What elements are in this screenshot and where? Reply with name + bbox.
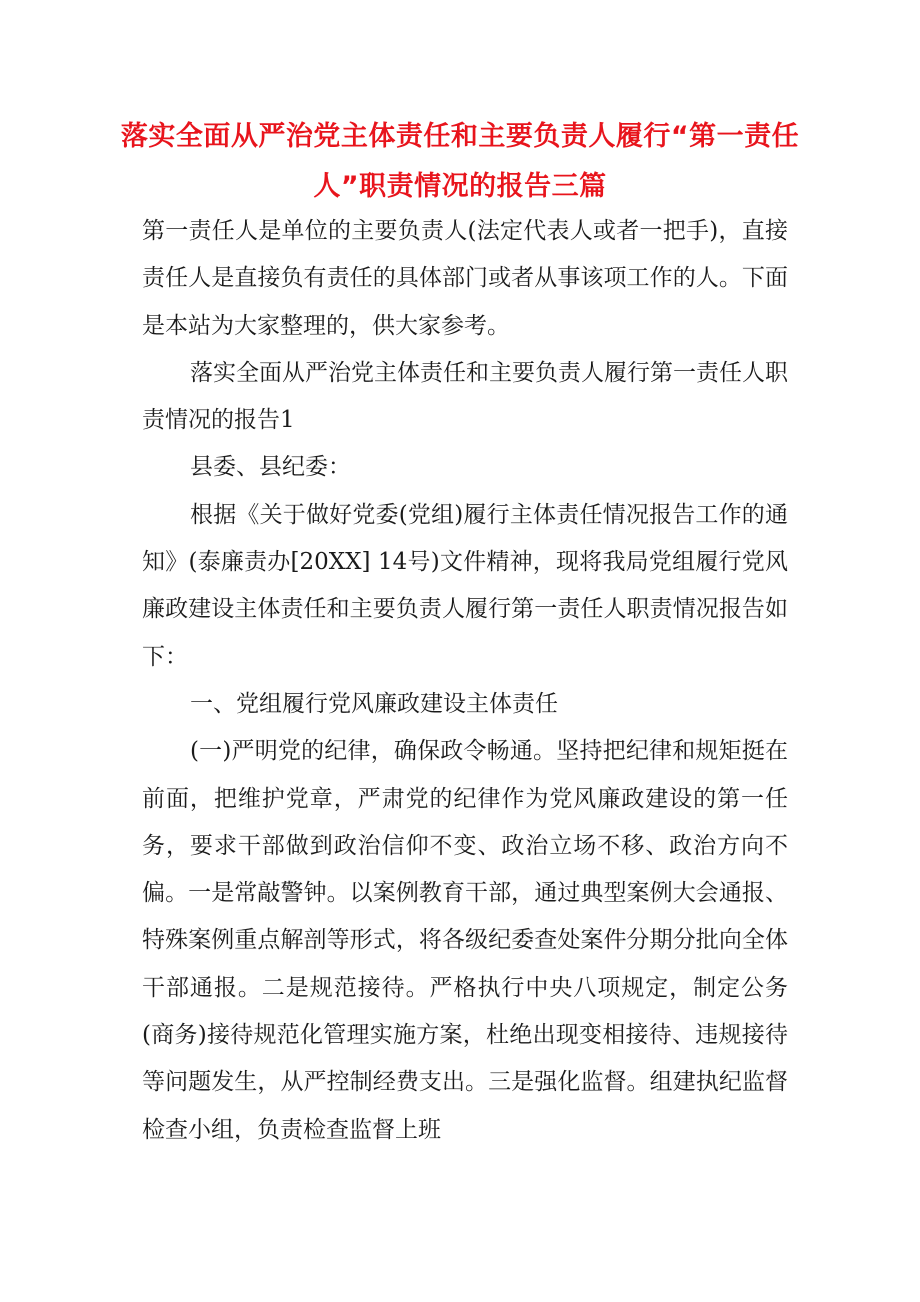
intro-paragraph: 第一责任人是单位的主要负责人(法定代表人或者一把手)，直接责任人是直接负有责任的具体部门或者从事该项工作的人。下面是本站为大家整理的，供大家参考。 <box>142 218 788 339</box>
section-heading: 一、党组履行党风廉政建设主体责任 <box>190 690 558 717</box>
salutation: 县委、县纪委： <box>190 454 351 481</box>
opening-paragraph: 根据《关于做好党委(党组)履行主体责任情况报告工作的通知》(泰廉责办[20XX] 14号)文件精神，现将我局党组履行党风廉政建设主体责任和主要负责人履行第一责任人职责情况报告如下： <box>142 501 788 670</box>
report-heading: 落实全面从严治党主体责任和主要负责人履行第一责任人职责情况的报告1 <box>142 359 788 434</box>
section-paragraph: (一)严明党的纪律，确保政令畅通。坚持把纪律和规矩挺在前面，把维护党章，严肃党的纪律作为党风廉政建设的第一任务，要求干部做到政治信仰不变、政治立场不移、政治方向不偏。一是常敲警钟。以案例教育干部，通过典型案例大会通报、特殊案例重点解剖等形式，将各级纪委查处案件分期分批向全体干部通报。二是规范接待。严格执行中央八项规定，制定公务(商务)接待规范化管理实施方案，杜绝出现变相接待、违规接待等问题发生，从严控制经费支出。三是强化监督。组建执纪监督检查小组，负责检查监督上班 <box>142 738 788 1143</box>
document-body <box>142 208 788 1154</box>
document-title: 落实全面从严治党主体责任和主要负责人履行“第一责任人”职责情况的报告三篇 <box>120 121 800 202</box>
